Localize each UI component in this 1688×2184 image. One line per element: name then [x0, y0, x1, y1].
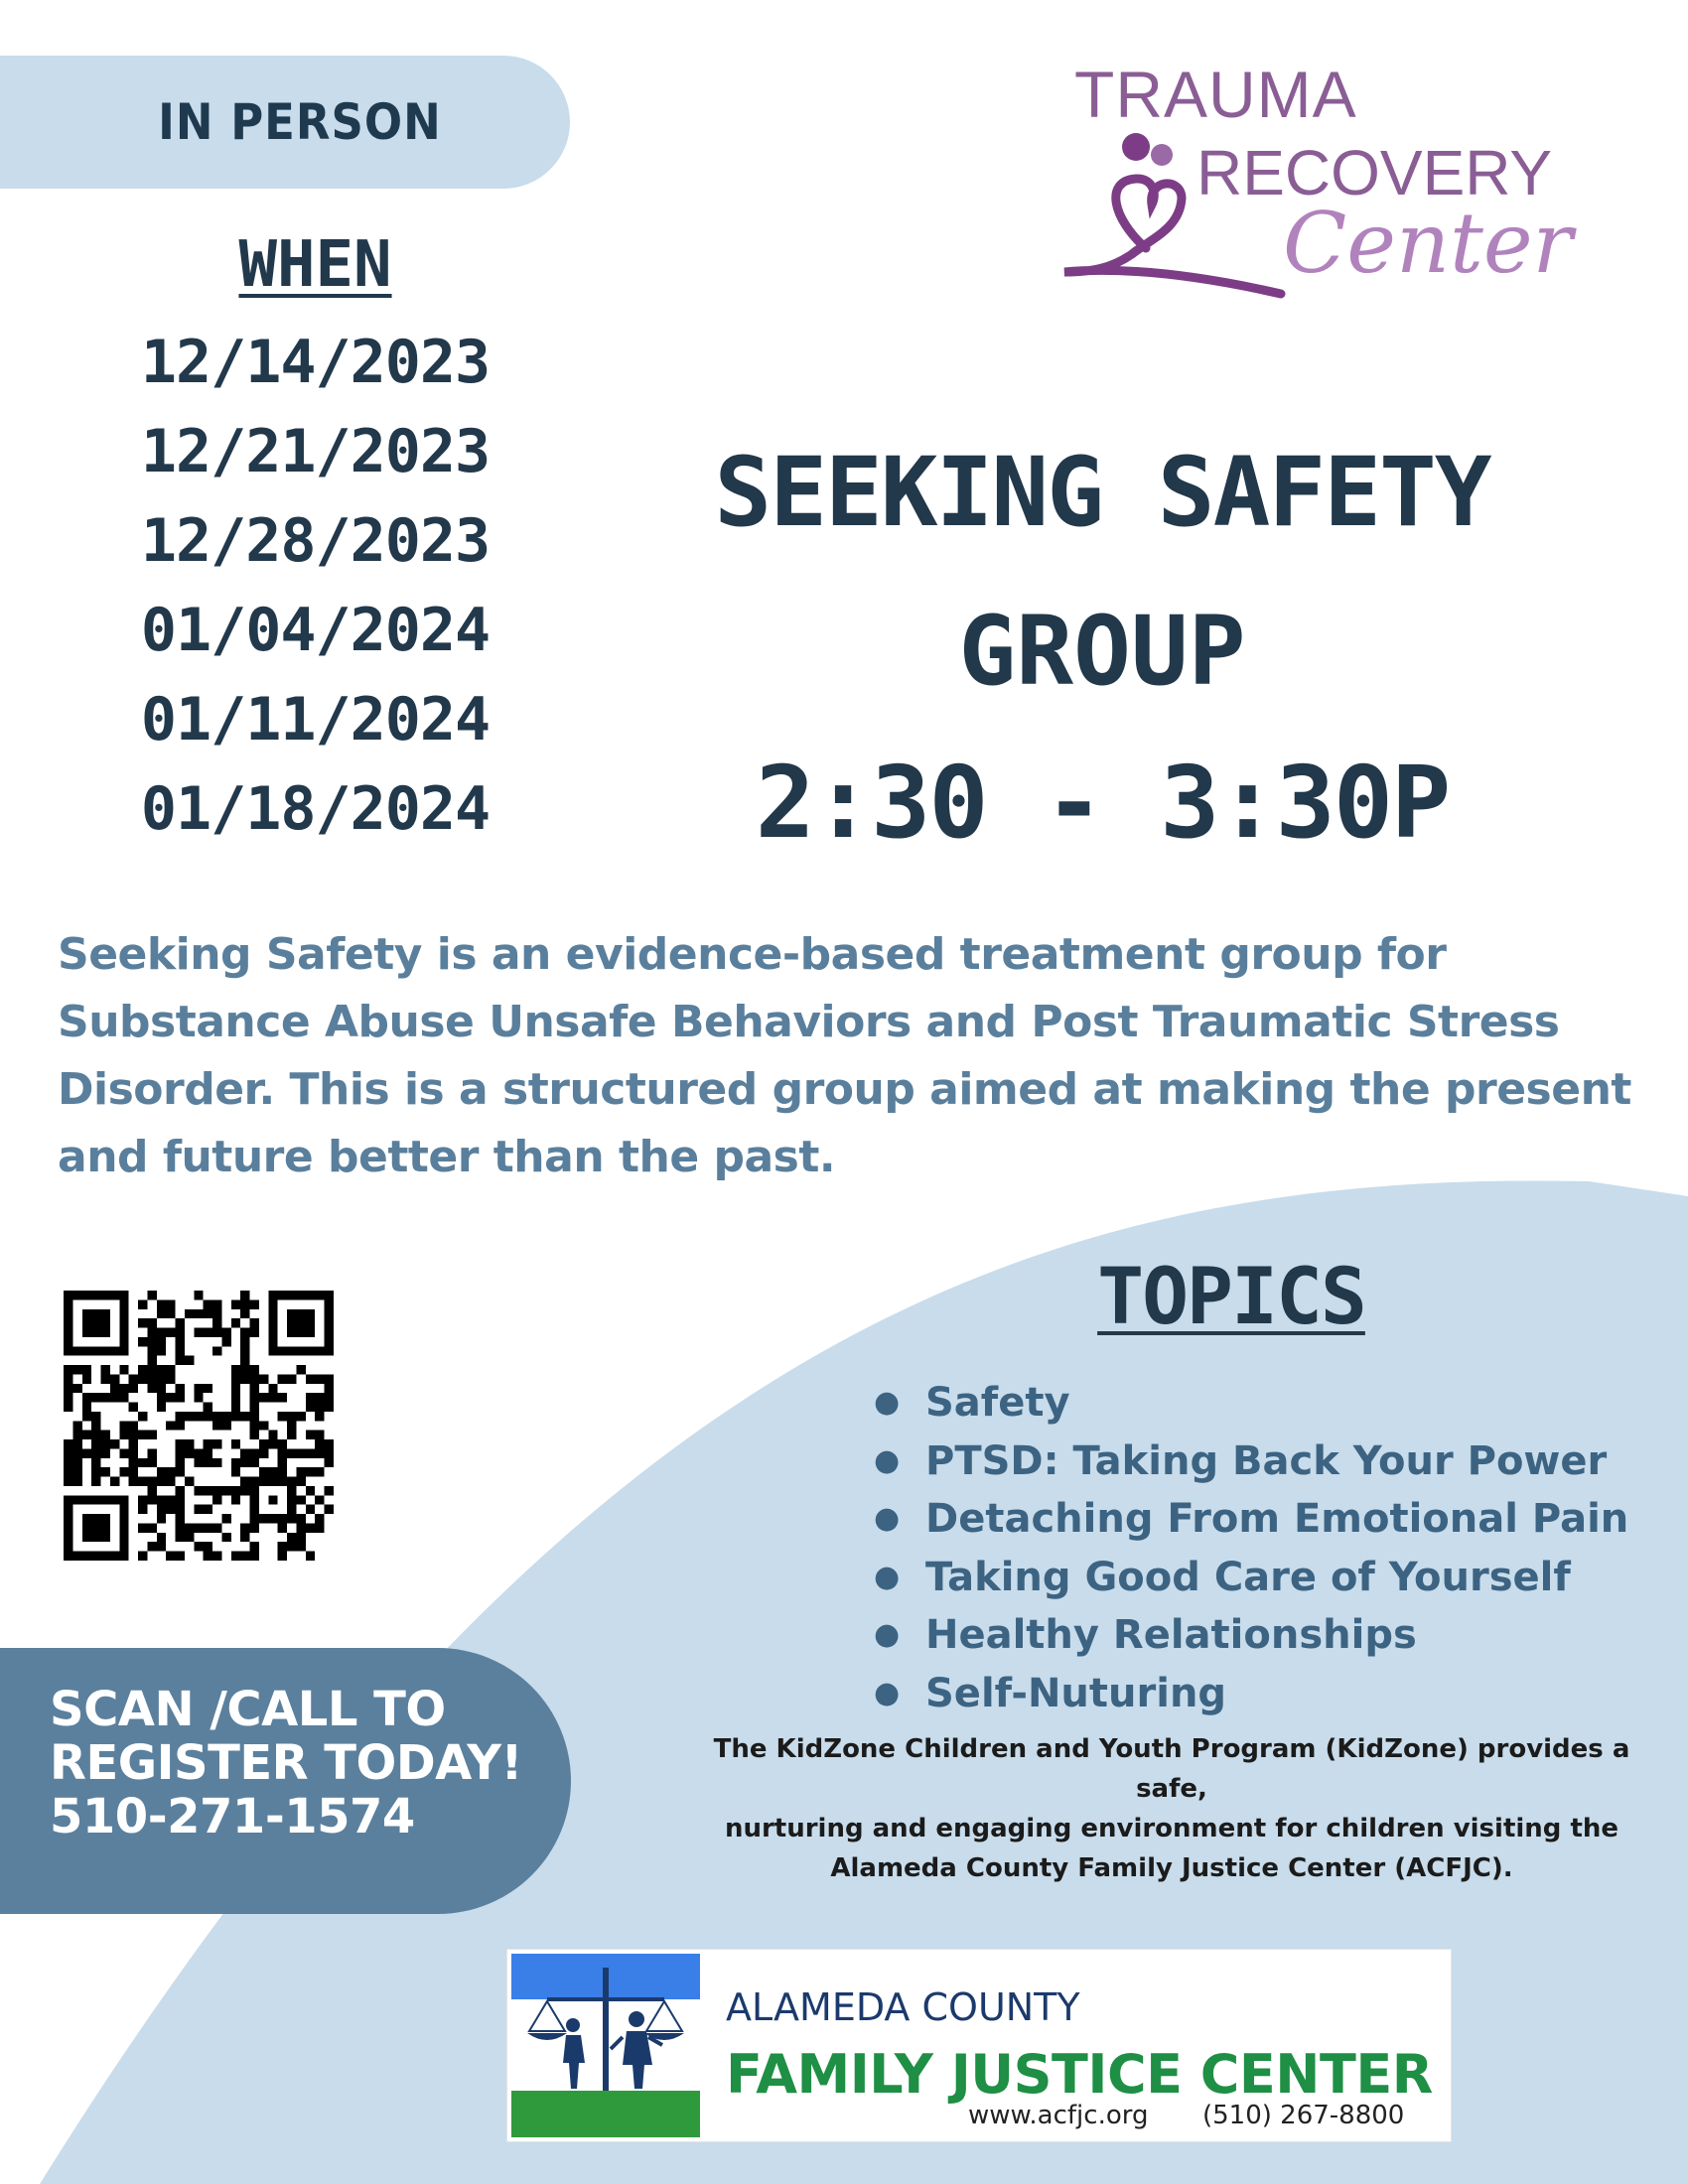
trauma-recovery-center-logo: [1053, 60, 1668, 318]
scales-of-justice-icon: [511, 1954, 700, 2137]
kidzone-note: [675, 1729, 1668, 1888]
date-item: 12/21/2023: [140, 417, 491, 486]
list-item: ● PTSD: Taking Back Your Power: [874, 1433, 1628, 1491]
logo-circle-icon: [1151, 144, 1173, 166]
topics-list: [874, 1374, 1628, 1722]
description-line: and future better than the past.: [58, 1132, 836, 1182]
logo-circle-icon: [1122, 133, 1150, 161]
family-justice-center-logo: [506, 1949, 1452, 2142]
headline-title: SEEKING SAFETY: [714, 437, 1490, 548]
fjc-phone[interactable]: (510) 267-8800: [1202, 2101, 1405, 2130]
bullet-icon: ●: [874, 1442, 901, 1478]
fjc-website-link[interactable]: www.acfjc.org: [968, 2101, 1149, 2130]
register-phone[interactable]: 510-271-1574: [50, 1789, 415, 1844]
when-heading: WHEN: [238, 228, 392, 302]
description-line: Substance Abuse Unsafe Behaviors and Post Traumatic Stress: [58, 997, 1560, 1047]
qr-code[interactable]: [64, 1291, 334, 1561]
bullet-icon: ●: [874, 1501, 901, 1536]
date-item: 12/14/2023: [140, 328, 491, 397]
svg-text:Center: Center: [1283, 195, 1573, 292]
fjc-name: FAMILY JUSTICE CENTER: [726, 2043, 1433, 2106]
headline-subtitle: GROUP: [958, 596, 1246, 707]
kidzone-line: nurturing and engaging environment for children visiting the: [724, 1814, 1619, 1843]
list-item: ● Self-Nuturing: [874, 1665, 1628, 1723]
description-line: Seeking Safety is an evidence-based treatment group for: [58, 929, 1447, 980]
in-person-pill: [0, 56, 570, 189]
topics-heading: TOPICS: [1097, 1253, 1365, 1342]
list-item: ● Taking Good Care of Yourself: [874, 1549, 1628, 1607]
fjc-county: ALAMEDA COUNTY: [726, 1985, 1080, 2029]
register-line: REGISTER TODAY!: [50, 1735, 522, 1791]
date-item: 12/28/2023: [140, 506, 491, 576]
list-item: ● Detaching From Emotional Pain: [874, 1490, 1628, 1549]
description: [58, 921, 1646, 1191]
date-item: 01/18/2024: [140, 774, 491, 844]
bullet-icon: ●: [874, 1559, 901, 1594]
headline-time: 2:30 - 3:30P: [755, 745, 1450, 861]
date-item: 01/11/2024: [140, 685, 491, 754]
kidzone-line: The KidZone Children and Youth Program (KidZone) provides a safe,: [713, 1734, 1630, 1804]
svg-text:TRAUMA: TRAUMA: [1074, 60, 1357, 131]
date-list: [0, 318, 631, 854]
description-line: Disorder. This is a structured group aimed at making the present: [58, 1064, 1631, 1115]
bullet-icon: ●: [874, 1617, 901, 1652]
bullet-icon: ●: [874, 1675, 901, 1710]
svg-text:RECOVERY: RECOVERY: [1196, 137, 1553, 208]
register-callout: [0, 1648, 571, 1914]
kidzone-line: Alameda County Family Justice Center (ACFJC).: [830, 1853, 1513, 1883]
register-line: SCAN /CALL TO: [50, 1682, 446, 1737]
list-item: ● Safety: [874, 1374, 1628, 1433]
in-person-label: IN PERSON: [158, 93, 442, 151]
bullet-icon: ●: [874, 1385, 901, 1420]
list-item: ● Healthy Relationships: [874, 1606, 1628, 1665]
date-item: 01/04/2024: [140, 596, 491, 665]
